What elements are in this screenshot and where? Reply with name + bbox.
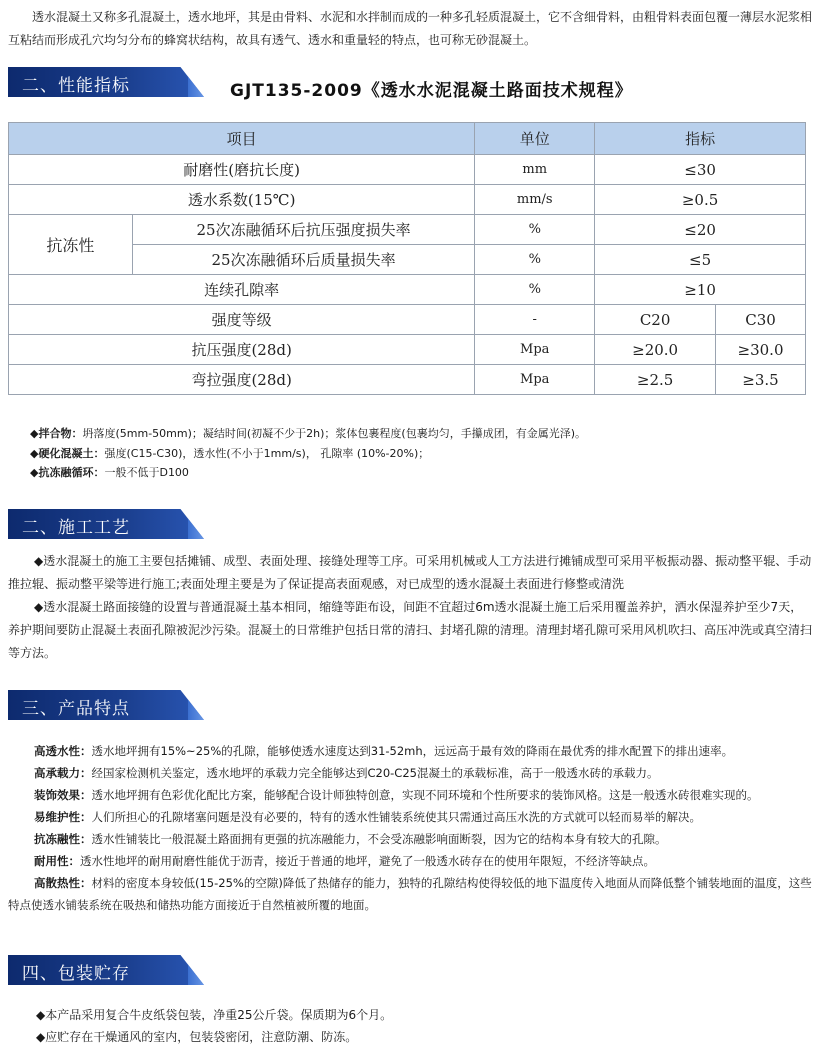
section-header-performance xyxy=(8,67,208,97)
row-item: 强度等级 xyxy=(9,305,475,335)
performance-table xyxy=(8,122,806,395)
feature-text: 透水地坪拥有15%~25%的孔隙，能够使透水速度达到31-52mh，远远高于最有效的降雨在最优秀的排水配置下的排出速率。 xyxy=(91,744,734,758)
row-item: 抗压强度(28d) xyxy=(9,335,475,365)
header-value: 指标 xyxy=(595,123,806,155)
construction-text xyxy=(8,550,814,665)
row-unit: - xyxy=(475,305,595,335)
table-row xyxy=(9,185,806,215)
feature-text: 经国家检测机关鉴定，透水地坪的承载力完全能够达到C20-C25混凝土的承载标准，高于一般透水砖的承载力。 xyxy=(91,766,659,780)
row-item: 25次冻融循环后质量损失率 xyxy=(132,245,474,275)
feature-text: 材料的密度本身较低(15-25%的空隙)降低了热储存的能力，独特的孔隙结构使得较低的地下温度传入地面从而降低整个铺装地面的温度，这些特点使透水铺装系统在吸热和储热功能方面接近于自然植被所覆的地面。 xyxy=(8,876,812,912)
feature-item xyxy=(8,872,814,916)
row-item: 弯拉强度(28d) xyxy=(9,365,475,395)
header-unit: 单位 xyxy=(475,123,595,155)
standard-title: GJT135-2009《透水水泥混凝土路面技术规程》 xyxy=(230,81,633,101)
row-group: 抗冻性 xyxy=(9,215,133,275)
feature-label: 耐用性： xyxy=(34,854,80,868)
packaging-item: ◆本产品采用复合牛皮纸袋包装，净重25公斤袋。保质期为6个月。 xyxy=(36,1008,393,1022)
paragraph: ◆透水混凝土的施工主要包括摊铺、成型、表面处理、接缝处理等工序。可采用机械或人工方法进行摊铺成型可采用平板振动器、振动整平辊、手动推拉辊、振动整平梁等进行施工;表面处理主要是为了保证提高表面观感，对已成型的透水混凝土表面进行修整或清洗 xyxy=(8,554,812,591)
feature-item xyxy=(8,850,814,872)
row-unit: % xyxy=(475,245,595,275)
note-text: 坍落度(5mm-50mm)；凝结时间(初凝不少于2h)；浆体包裹程度(包裹均匀，手攥成团，有金属光泽)。 xyxy=(82,427,587,440)
row-value-c20: ≥2.5 xyxy=(595,365,716,395)
row-value: ≥10 xyxy=(595,275,806,305)
table-header-row xyxy=(9,123,806,155)
row-unit: Mpa xyxy=(475,335,595,365)
table-row xyxy=(9,305,806,335)
feature-label: 抗冻融性： xyxy=(34,832,92,846)
feature-text: 透水地坪拥有色彩优化配比方案，能够配合设计师独特创意，实现不同环境和个性所要求的装饰风格。这是一般透水砖很难实现的。 xyxy=(91,788,759,802)
feature-item xyxy=(8,828,814,850)
note-label: ◆拌合物： xyxy=(30,427,83,440)
row-value: ≥0.5 xyxy=(595,185,806,215)
row-unit: mm xyxy=(475,155,595,185)
row-value-c20: ≥20.0 xyxy=(595,335,716,365)
row-item: 25次冻融循环后抗压强度损失率 xyxy=(132,215,474,245)
feature-label: 装饰效果： xyxy=(34,788,92,802)
note-line xyxy=(30,463,800,483)
packaging-item: ◆应贮存在干燥通风的室内，包装袋密闭，注意防潮、防冻。 xyxy=(36,1030,358,1044)
feature-text: 透水性地坪的耐用耐磨性能优于沥青，接近于普通的地坪，避免了一般透水砖存在的使用年限短，不经济等缺点。 xyxy=(80,854,655,868)
note-line xyxy=(30,444,800,464)
feature-text: 人们所担心的孔隙堵塞问题是没有必要的，特有的透水性铺装系统使其只需通过高压水洗的方式就可以轻而易举的解决。 xyxy=(91,810,701,824)
header-item: 项目 xyxy=(9,123,475,155)
row-unit: % xyxy=(475,215,595,245)
performance-notes xyxy=(30,424,800,483)
row-value-c30: ≥30.0 xyxy=(716,335,806,365)
note-label: ◆抗冻融循环： xyxy=(30,466,105,479)
row-unit: mm/s xyxy=(475,185,595,215)
feature-item xyxy=(8,762,814,784)
table-row xyxy=(9,275,806,305)
note-text: 一般不低于D100 xyxy=(104,466,189,479)
section-header-packaging xyxy=(8,955,208,985)
section-title: 四、包装贮存 xyxy=(22,964,130,984)
row-value: ≤30 xyxy=(595,155,806,185)
row-unit: Mpa xyxy=(475,365,595,395)
row-value-c30: C30 xyxy=(716,305,806,335)
feature-label: 易维护性： xyxy=(34,810,92,824)
packaging-list xyxy=(36,1004,806,1048)
feature-text: 透水性铺装比一般混凝土路面拥有更强的抗冻融能力，不会受冻融影响面断裂，因为它的结构本身有较大的孔隙。 xyxy=(91,832,667,846)
table-row xyxy=(9,215,806,245)
feature-item xyxy=(8,740,814,762)
row-value-c30: ≥3.5 xyxy=(716,365,806,395)
note-text: 强度(C15-C30)，透水性(不小于1mm/s)， 孔隙率 (10%-20%)； xyxy=(104,446,430,460)
row-value: ≤5 xyxy=(595,245,806,275)
table-row xyxy=(9,155,806,185)
section-title: 二、施工工艺 xyxy=(22,518,130,538)
table-row xyxy=(9,365,806,395)
section-title: 三、产品特点 xyxy=(22,699,130,719)
row-item: 耐磨性(磨抗长度) xyxy=(9,155,475,185)
features-list xyxy=(8,740,814,916)
feature-item xyxy=(8,784,814,806)
feature-item xyxy=(8,806,814,828)
paragraph: ◆透水混凝土路面接缝的设置与普通混凝土基本相同，缩缝等距布设，间距不宜超过6m透水混凝土施工后采用覆盖养护，洒水保湿养护至少7天，养护期间要防止混凝土表面孔隙被泥沙污染。混凝土的日常维护包括日常的清扫、封堵孔隙的清理。清理封堵孔隙可采用风机吹扫、高压冲洗或真空清扫等方法。 xyxy=(8,600,813,660)
section-header-construction xyxy=(8,509,208,539)
note-label: ◆硬化混凝土： xyxy=(30,446,105,460)
row-item: 连续孔隙率 xyxy=(9,275,475,305)
table-row xyxy=(9,335,806,365)
row-item: 透水系数(15℃) xyxy=(9,185,475,215)
row-unit: % xyxy=(475,275,595,305)
section-title: 二、性能指标 xyxy=(22,76,130,96)
feature-label: 高承载力： xyxy=(34,766,92,780)
intro-paragraph: 透水混凝土又称多孔混凝土，透水地坪，其是由骨料、水泥和水拌制而成的一种多孔轻质混凝土，它不含细骨料，由粗骨料表面包覆一薄层水泥浆相互粘结而形成孔穴均匀分布的蜂窝状结构，故具有透气、透水和重量轻的特点，也可称无砂混凝土。 xyxy=(8,10,813,47)
feature-label: 高散热性： xyxy=(34,876,92,890)
section-header-features xyxy=(8,690,208,720)
row-value: ≤20 xyxy=(595,215,806,245)
row-value-c20: C20 xyxy=(595,305,716,335)
feature-label: 高透水性： xyxy=(34,744,92,758)
note-line xyxy=(30,424,800,444)
